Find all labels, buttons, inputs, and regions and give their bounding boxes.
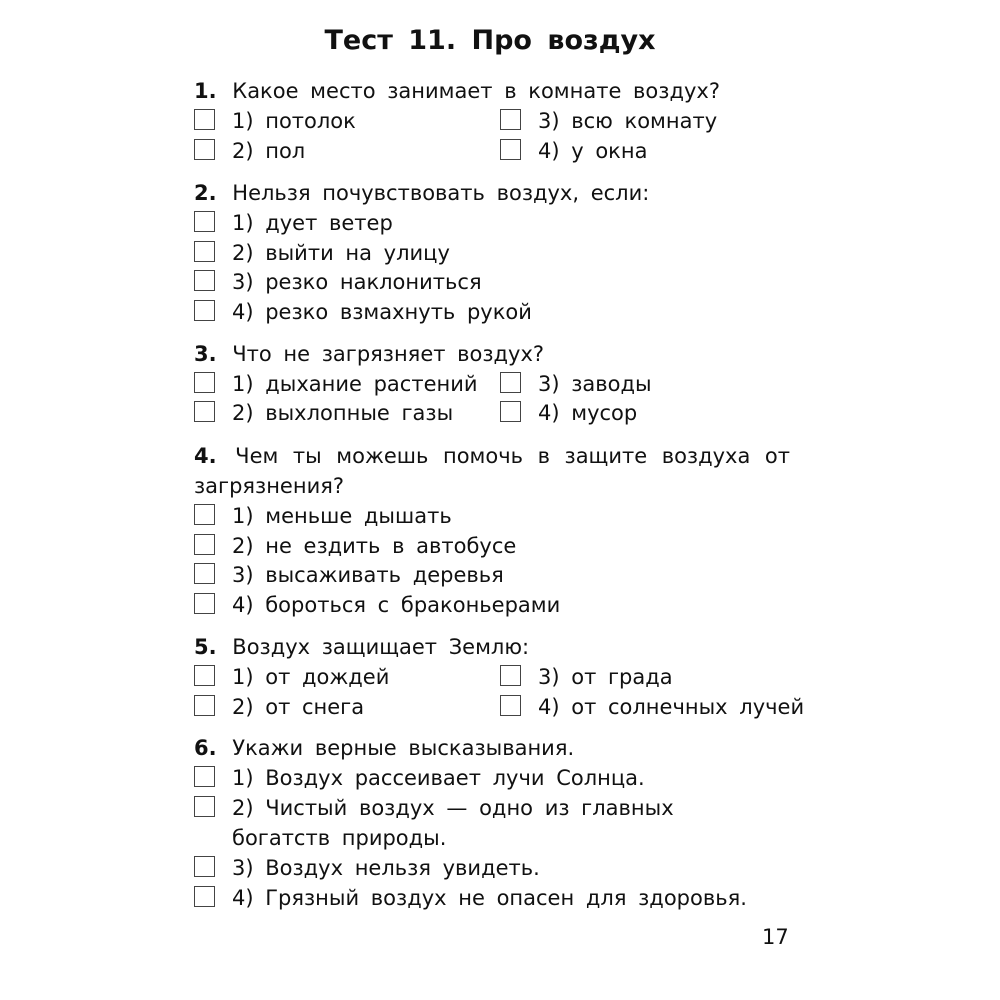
- checkbox[interactable]: [194, 534, 215, 555]
- checkbox[interactable]: [194, 665, 215, 686]
- checkbox[interactable]: [194, 856, 215, 877]
- question-number: 2.: [194, 181, 217, 205]
- checkbox[interactable]: [500, 695, 521, 716]
- question-number: 1.: [194, 79, 217, 103]
- checkbox[interactable]: [194, 270, 215, 291]
- question-5: [194, 632, 529, 662]
- question-2: [194, 178, 649, 208]
- question-number: 4.: [194, 444, 217, 468]
- question-text: Нельзя почувствовать воздух, если:: [232, 181, 650, 205]
- checkbox[interactable]: [194, 593, 215, 614]
- checkbox[interactable]: [194, 109, 215, 130]
- question-text: Какое место занимает в комнате воздух?: [232, 79, 720, 103]
- checkbox[interactable]: [194, 504, 215, 525]
- checkbox[interactable]: [194, 401, 215, 422]
- checkbox[interactable]: [194, 796, 215, 817]
- checkbox[interactable]: [194, 563, 215, 584]
- question-3: [194, 339, 544, 369]
- checkbox[interactable]: [194, 139, 215, 160]
- question-number: 6.: [194, 736, 217, 760]
- question-text: Воздух защищает Землю:: [232, 635, 530, 659]
- worksheet-page: Тест 11. Про воздух 1. Какое место занимает в комнате воздух? 1) потолок 2) пол 3) всю комнату 4) у окна 2. Нельзя почувствовать воздух, если: 1) дует ветер 2) выйти на улицу 3) резко наклониться 4) резко взмахнуть рукой 3. Что не загрязняет воздух? 1) дыхание растений 2) выхлопные газы 3) заводы 4) мусор 4. Чем ты можешь помочь в защите воздуха от загрязнения? 1) меньше дышать 2) не ездить в автобусе 3) высаживать деревья 4) бороться с браконьерами 5. Воздух защищает Землю: 1) от дождей 2) от снега 3) от града 4) от солнечных лучей 6. Укажи верные высказывания. 1) Воздух рассеивает лучи Солнца. 2) Чистый воздух — одно из главных богатств природы. 3) Воздух нельзя увидеть. 4) Грязный воздух не опасен для здоровья. 17: [0, 0, 1000, 1000]
- checkbox[interactable]: [194, 766, 215, 787]
- question-1: [194, 76, 720, 106]
- question-6: [194, 733, 574, 763]
- checkbox[interactable]: [194, 886, 215, 907]
- checkbox[interactable]: [194, 300, 215, 321]
- question-text: Укажи верные высказывания.: [232, 736, 575, 760]
- checkbox[interactable]: [500, 665, 521, 686]
- checkbox[interactable]: [500, 109, 521, 130]
- checkbox[interactable]: [500, 372, 521, 393]
- question-number: 5.: [194, 635, 217, 659]
- checkbox[interactable]: [194, 695, 215, 716]
- question-text: Чем ты можешь помочь в защите воздуха от загрязнения?: [194, 444, 790, 498]
- checkbox[interactable]: [194, 241, 215, 262]
- checkbox[interactable]: [194, 211, 215, 232]
- checkbox[interactable]: [500, 139, 521, 160]
- question-number: 3.: [194, 342, 217, 366]
- page-title: Тест 11. Про воздух: [324, 25, 656, 56]
- checkbox[interactable]: [194, 372, 215, 393]
- checkbox[interactable]: [500, 401, 521, 422]
- page-number: 17: [762, 925, 789, 949]
- question-4: [194, 441, 790, 501]
- question-text: Что не загрязняет воздух?: [232, 342, 545, 366]
